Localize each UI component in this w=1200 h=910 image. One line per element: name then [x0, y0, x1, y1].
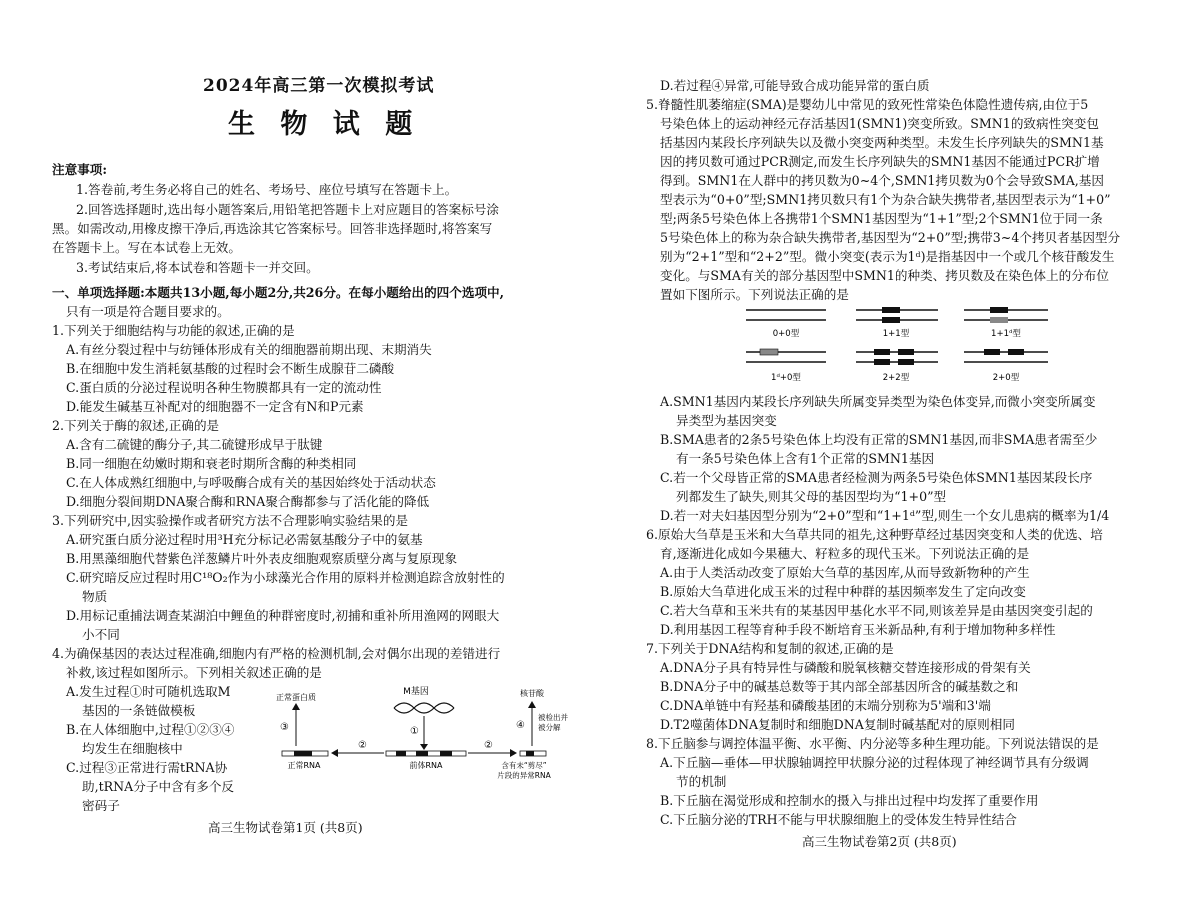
- question-stem-cont: 型表示为“0+0”型;SMN1拷贝数只有1个为杂合缺失携带者,基因型表示为“1+0”: [660, 192, 1111, 207]
- page-footer: 高三生物试卷第1页 (共8页): [208, 820, 363, 835]
- option: C.过程③正常进行需tRNA协: [66, 760, 228, 775]
- step-3-label: ③: [280, 722, 289, 733]
- detected-label-2: 被分解: [538, 723, 561, 732]
- option: B.原始大刍草进化成玉米的过程中种群的基因频率发生了定向改变: [660, 584, 1026, 599]
- step-2-right-label: ②: [484, 740, 493, 751]
- option: A.有丝分裂过程中与纺锤体形成有关的细胞器前期出现、末期消失: [66, 342, 432, 357]
- m-gene-label: M基因: [403, 687, 429, 697]
- notice-heading: 注意事项:: [52, 162, 108, 177]
- genotype-label: 2+2型: [882, 373, 910, 383]
- precursor-rna-label: 前体RNA: [409, 761, 443, 770]
- option-cont: 基因的一条链做模板: [82, 703, 196, 718]
- question-stem: 4.为确保基因的表达过程准确,细胞内有严格的检测机制,会对偶尔出现的差错进行: [52, 646, 501, 661]
- question-stem: 3.下列研究中,因实验操作或者研究方法不合理影响实验结果的是: [52, 513, 409, 528]
- question-stem: 1.下列关于细胞结构与功能的叙述,正确的是: [52, 323, 295, 338]
- notice-line: 2.回答选择题时,选出每小题答案后,用铅笔把答题卡上对应题目的答案标号涂: [76, 202, 500, 217]
- gene-expression-figure: [276, 686, 568, 786]
- genotype-1-1d: [964, 307, 1048, 339]
- question-stem-cont: 育,逐渐进化成如今果穗大、籽粒多的现代玉米。下列说法正确的是: [660, 546, 1030, 561]
- option: A.由于人类活动改变了原始大刍草的基因库,从而导致新物种的产生: [660, 565, 1030, 580]
- notice-line: 3.考试结束后,将本试卷和答题卡一并交回。: [76, 260, 319, 275]
- genotype-label: 1ᵈ+0型: [771, 373, 801, 383]
- exam-title: 2024年高三第一次模拟考试: [203, 76, 435, 96]
- step-4-label: ④: [516, 720, 525, 731]
- section-heading-cont: 只有一项是符合题目要求的。: [66, 304, 230, 319]
- option-cont: 有一条5号染色体上含有1个正常的SMN1基因: [676, 451, 935, 466]
- option: D.若一对夫妇基因型分别为“2+0”型和“1+1ᵈ”型,则生一个女儿患病的概率为1/4: [660, 508, 1110, 523]
- question-stem-cont: 因的拷贝数可通过PCR测定,而发生长序列缺失的SMN1基因不能通过PCR扩增: [660, 154, 1100, 169]
- genotype-2-0: [964, 349, 1048, 383]
- option: B.在细胞中发生消耗氨基酸的过程时会不断生成腺苷二磷酸: [66, 361, 395, 376]
- question-stem-cont: 括基因内某段长序列缺失以及微小突变两种类型。未发生长序列缺失的SMN1基: [660, 135, 1104, 150]
- option: C.若大刍草和玉米共有的某基因甲基化水平不同,则该差异是由基因突变引起的: [660, 603, 1093, 618]
- question-stem-cont: 变化。与SMA有关的部分基因型中SMN1的种类、拷贝数及在染色体上的分布位: [660, 268, 1109, 283]
- option-cont: 助,tRNA分子中含有多个反: [82, 779, 235, 794]
- question-stem-cont: 补救,该过程如图所示。下列相关叙述正确的是: [66, 665, 322, 680]
- question-stem-cont: 号染色体上的运动神经元存活基因1(SMN1)突变所致。SMN1的致病性突变包: [660, 116, 1099, 131]
- question-stem: 6.原始大刍草是玉米和大刍草共同的祖先,这种野草经过基因突变和人类的优选、培: [646, 527, 1103, 542]
- option: D.利用基因工程等育种手段不断培育玉米新品种,有利于增加物种多样性: [660, 622, 1056, 637]
- option: A.研究蛋白质分泌过程时用³H充分标记必需氨基酸分子中的氨基: [66, 532, 423, 547]
- genotype-0-0: [746, 310, 826, 339]
- question-stem-cont: 5号染色体上的称为杂合缺失携带者,基因型为“2+0”型;携带3~4个拷贝者基因型分: [660, 230, 1121, 245]
- genotype-label: 2+0型: [992, 373, 1020, 383]
- genotype-figure: [738, 300, 1068, 392]
- option: B.下丘脑在渴觉形成和控制水的摄入与排出过程中均发挥了重要作用: [660, 793, 1039, 808]
- option: B.同一细胞在幼嫩时期和衰老时期所含酶的种类相同: [66, 456, 357, 471]
- option: B.用黑藻细胞代替紫色洋葱鳞片叶外表皮细胞观察质壁分离与复原现象: [66, 551, 458, 566]
- abnormal-rna-label-1: 含有未“剪尽”: [501, 761, 547, 770]
- option: C.蛋白质的分泌过程说明各种生物膜都具有一定的流动性: [66, 380, 382, 395]
- nucleotide-label: 核苷酸: [520, 689, 544, 698]
- normal-protein-label: 正常蛋白质: [276, 693, 316, 702]
- option: B.SMA患者的2条5号染色体上均没有正常的SMN1基因,而非SMA患者需至少: [660, 432, 1098, 447]
- option: D.若过程④异常,可能导致合成功能异常的蛋白质: [660, 78, 930, 93]
- step-1-label: ①: [410, 726, 419, 737]
- option: A.含有二硫键的酶分子,其二硫键形成早于肽键: [66, 437, 323, 452]
- option: D.能发生碱基互补配对的细胞器不一定含有N和P元素: [66, 399, 364, 414]
- genotype-label: 0+0型: [772, 329, 800, 339]
- step-2-left-label: ②: [358, 740, 367, 751]
- normal-rna-label: 正常RNA: [287, 761, 321, 770]
- option-cont: 列都发生了缺失,则其父母的基因型均为“1+0”型: [676, 489, 947, 504]
- notice-line: 在答题卡上。写在本试卷上无效。: [52, 240, 241, 255]
- subject-title: 生 物 试 题: [228, 109, 421, 140]
- option: A.DNA分子具有特异性与磷酸和脱氧核糖交替连接形成的骨架有关: [660, 660, 1031, 675]
- option: D.用标记重捕法调查某湖泊中鲤鱼的种群密度时,初捕和重补所用渔网的网眼大: [66, 608, 500, 623]
- option-cont: 物质: [82, 589, 108, 604]
- genotype-label: 1+1ᵈ型: [991, 329, 1021, 339]
- question-stem-cont: 得到。SMN1在人群中的拷贝数为0~4个,SMN1拷贝数为0个会导致SMA,基因: [660, 173, 1104, 188]
- genotype-2-2: [856, 349, 938, 383]
- option-cont: 节的机制: [676, 774, 727, 789]
- section-heading: 一、单项选择题:本题共13小题,每小题2分,共26分。在每小题给出的四个选项中,: [52, 285, 505, 300]
- option: D.T2噬菌体DNA复制时和细胞DNA复制时碱基配对的原则相同: [660, 717, 1015, 732]
- option-cont: 均发生在细胞核中: [82, 741, 183, 756]
- question-stem: 8.下丘脑参与调控体温平衡、水平衡、内分泌等多种生理功能。下列说法错误的是: [646, 736, 1099, 751]
- option: C.DNA单链中有羟基和磷酸基团的末端分别称为5'端和3'端: [660, 698, 991, 713]
- question-stem-cont: 别为“2+1”型和“2+2”型。微小突变(表示为1ᵈ)是指基因中一个或几个核苷酸发生: [660, 249, 1115, 264]
- genotype-1-1: [856, 307, 938, 339]
- question-stem: 5.脊髓性肌萎缩症(SMA)是婴幼儿中常见的致死性常染色体隐性遗传病,由位于5: [646, 97, 1089, 112]
- option: C.在人体成熟红细胞中,与呼吸酶合成有关的基因始终处于活动状态: [66, 475, 436, 490]
- page-footer-visible: 高三生物试卷第2页 (共8页): [802, 834, 957, 849]
- option: B.DNA分子中的碱基总数等于其内部全部基因所含的碱基数之和: [660, 679, 1019, 694]
- detected-label-1: 被检出并: [538, 713, 568, 722]
- question-stem: 7.下列关于DNA结构和复制的叙述,正确的是: [646, 641, 894, 656]
- option: B.在人体细胞中,过程①②③④: [66, 722, 235, 737]
- option-cont: 异类型为基因突变: [676, 413, 777, 428]
- genotype-label: 1+1型: [882, 329, 910, 339]
- notice-line: 1.答卷前,考生务必将自己的姓名、考场号、座位号填写在答题卡上。: [76, 182, 458, 197]
- abnormal-rna-label-2: 片段的异常RNA: [497, 771, 551, 780]
- question-stem-cont: 置如下图所示。下列说法正确的是: [660, 287, 849, 302]
- option: D.细胞分裂间期DNA聚合酶和RNA聚合酶都参与了活化能的降低: [66, 494, 430, 509]
- option: A.下丘脑—垂体—甲状腺轴调控甲状腺分泌的过程体现了神经调节具有分级调: [660, 755, 1089, 770]
- option: C.研究暗反应过程时用C¹⁸O₂作为小球藻光合作用的原料并检测追踪含放射性的: [66, 570, 505, 585]
- option-cont: 小不同: [82, 627, 120, 642]
- option: C.下丘脑分泌的TRH不能与甲状腺细胞上的受体发生特异性结合: [660, 812, 1017, 827]
- question-stem-cont: 型;两条5号染色体上各携带1个SMN1基因型为“1+1”型;2个SMN1位于同一条: [660, 211, 1103, 226]
- genotype-1d-0: [746, 349, 826, 383]
- option-cont: 密码子: [82, 798, 120, 813]
- option: A.发生过程①时可随机选取M: [66, 684, 231, 699]
- question-stem: 2.下列关于酶的叙述,正确的是: [52, 418, 220, 433]
- notice-line: 黑。如需改动,用橡皮擦干净后,再选涂其它答案标号。回答非选择题时,将答案写: [52, 221, 493, 236]
- option: A.SMN1基因内某段长序列缺失所属变异类型为染色体变异,而微小突变所属变: [660, 394, 1096, 409]
- option: C.若一个父母皆正常的SMA患者经检测为两条5号染色体SMN1基因某段长序: [660, 470, 1093, 485]
